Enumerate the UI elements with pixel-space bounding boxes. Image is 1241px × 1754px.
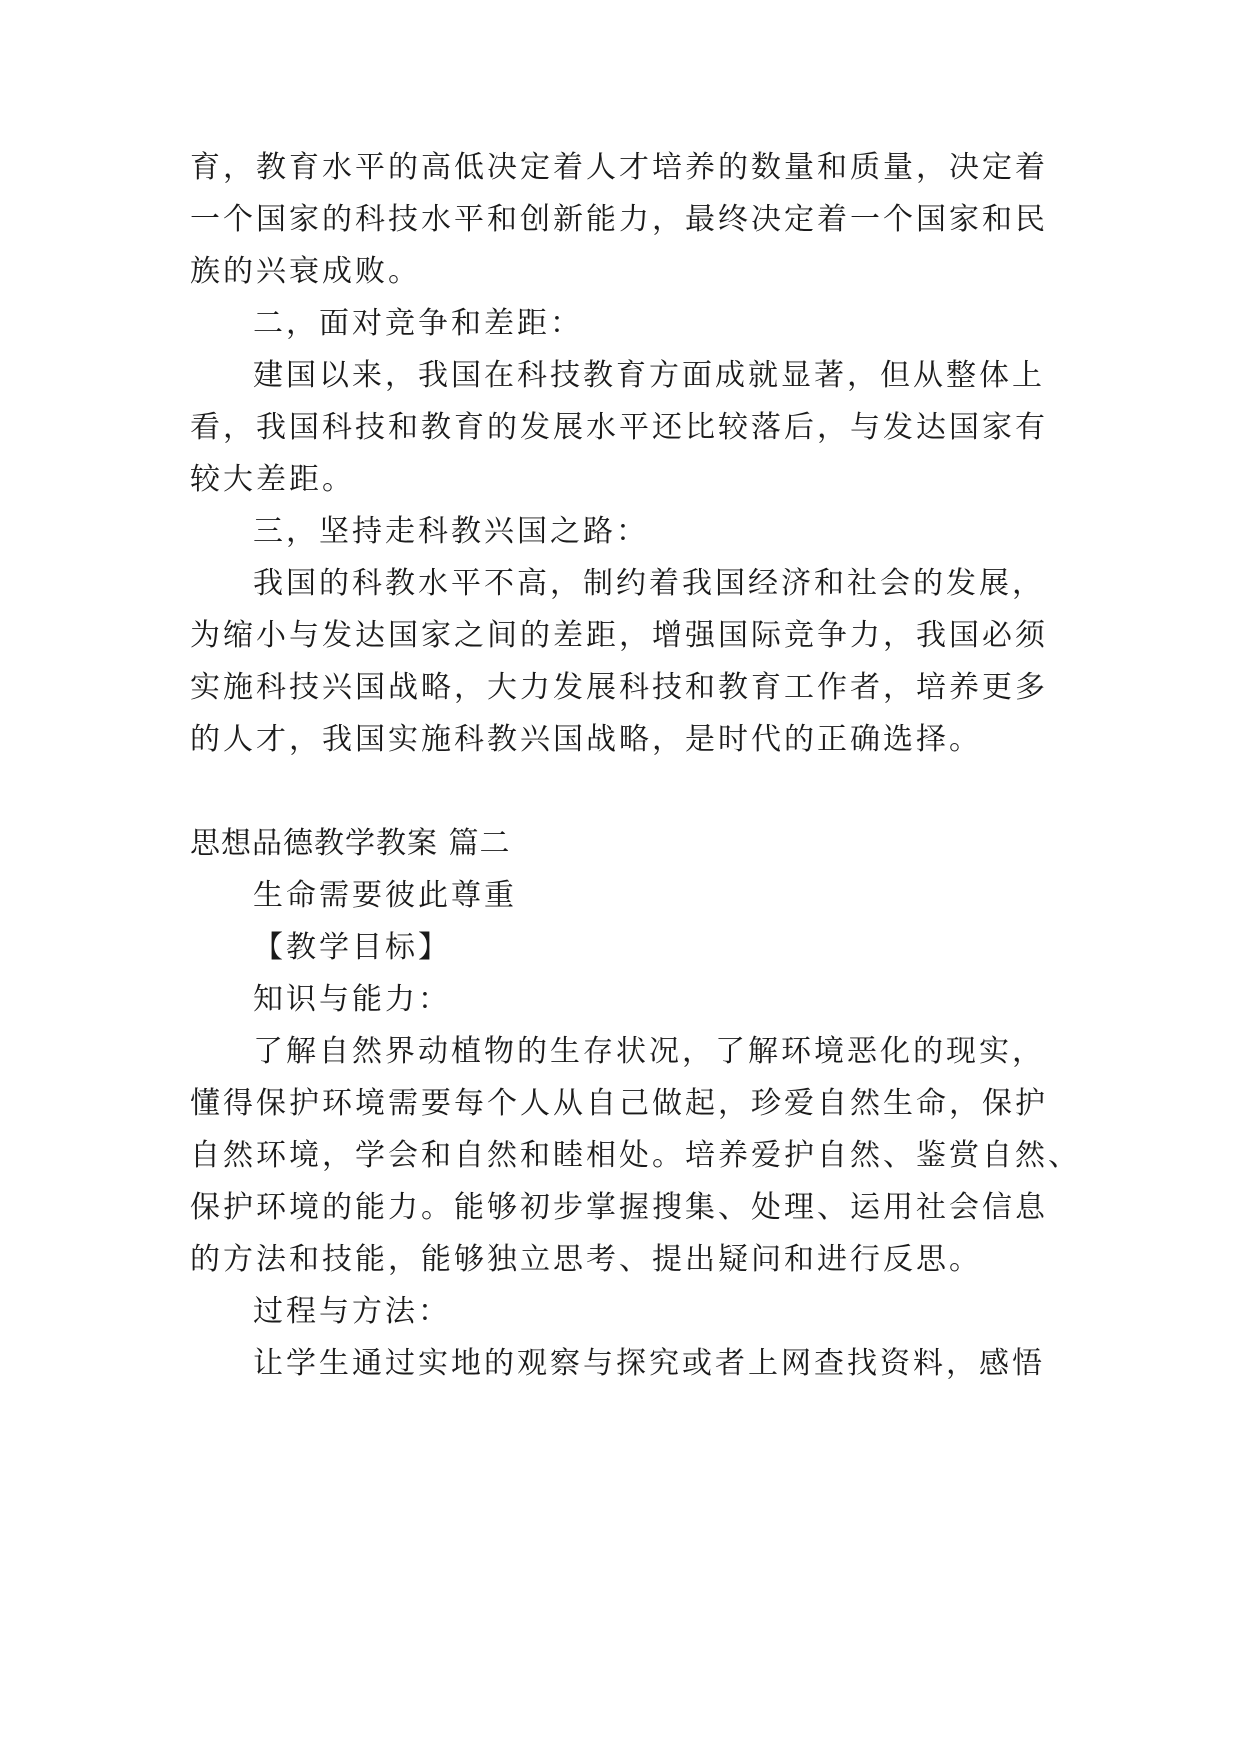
- section-title: 思想品德教学教案 篇二: [190, 826, 511, 861]
- section-heading: 二，面对竞争和差距：: [253, 306, 583, 341]
- subheading: 过程与方法：: [253, 1294, 451, 1329]
- paragraph-line: 实施科技兴国战略，大力发展科技和教育工作者，培养更多: [190, 670, 1048, 705]
- section-heading: 三，坚持走科教兴国之路：: [253, 514, 649, 549]
- paragraph-line: 族的兴衰成败。: [190, 254, 421, 289]
- paragraph-line: 看，我国科技和教育的发展水平还比较落后，与发达国家有: [190, 410, 1048, 445]
- paragraph-line: 我国的科教水平不高，制约着我国经济和社会的发展，: [253, 566, 1045, 601]
- paragraph-line: 自然环境，学会和自然和睦相处。培养爱护自然、鉴赏自然、: [190, 1138, 1081, 1173]
- paragraph-line: 为缩小与发达国家之间的差距，增强国际竞争力，我国必须: [190, 618, 1048, 653]
- paragraph-line: 较大差距。: [190, 462, 355, 497]
- paragraph-line: 让学生通过实地的观察与探究或者上网查找资料，感悟: [253, 1346, 1045, 1381]
- paragraph-line: 建国以来，我国在科技教育方面成就显著，但从整体上: [253, 358, 1045, 393]
- paragraph-line: 的方法和技能，能够独立思考、提出疑问和进行反思。: [190, 1242, 982, 1277]
- paragraph-line: 一个国家的科技水平和创新能力，最终决定着一个国家和民: [190, 202, 1048, 237]
- paragraph-line: 的人才，我国实施科教兴国战略，是时代的正确选择。: [190, 722, 982, 757]
- paragraph-line: 育，教育水平的高低决定着人才培养的数量和质量，决定着: [190, 150, 1048, 185]
- objectives-heading: 【教学目标】: [253, 930, 451, 965]
- paragraph-line: 懂得保护环境需要每个人从自己做起，珍爱自然生命，保护: [190, 1086, 1048, 1121]
- lesson-title: 生命需要彼此尊重: [253, 878, 517, 913]
- paragraph-line: 了解自然界动植物的生存状况，了解环境恶化的现实，: [253, 1034, 1045, 1069]
- subheading: 知识与能力：: [253, 982, 451, 1017]
- paragraph-line: 保护环境的能力。能够初步掌握搜集、处理、运用社会信息: [190, 1190, 1048, 1225]
